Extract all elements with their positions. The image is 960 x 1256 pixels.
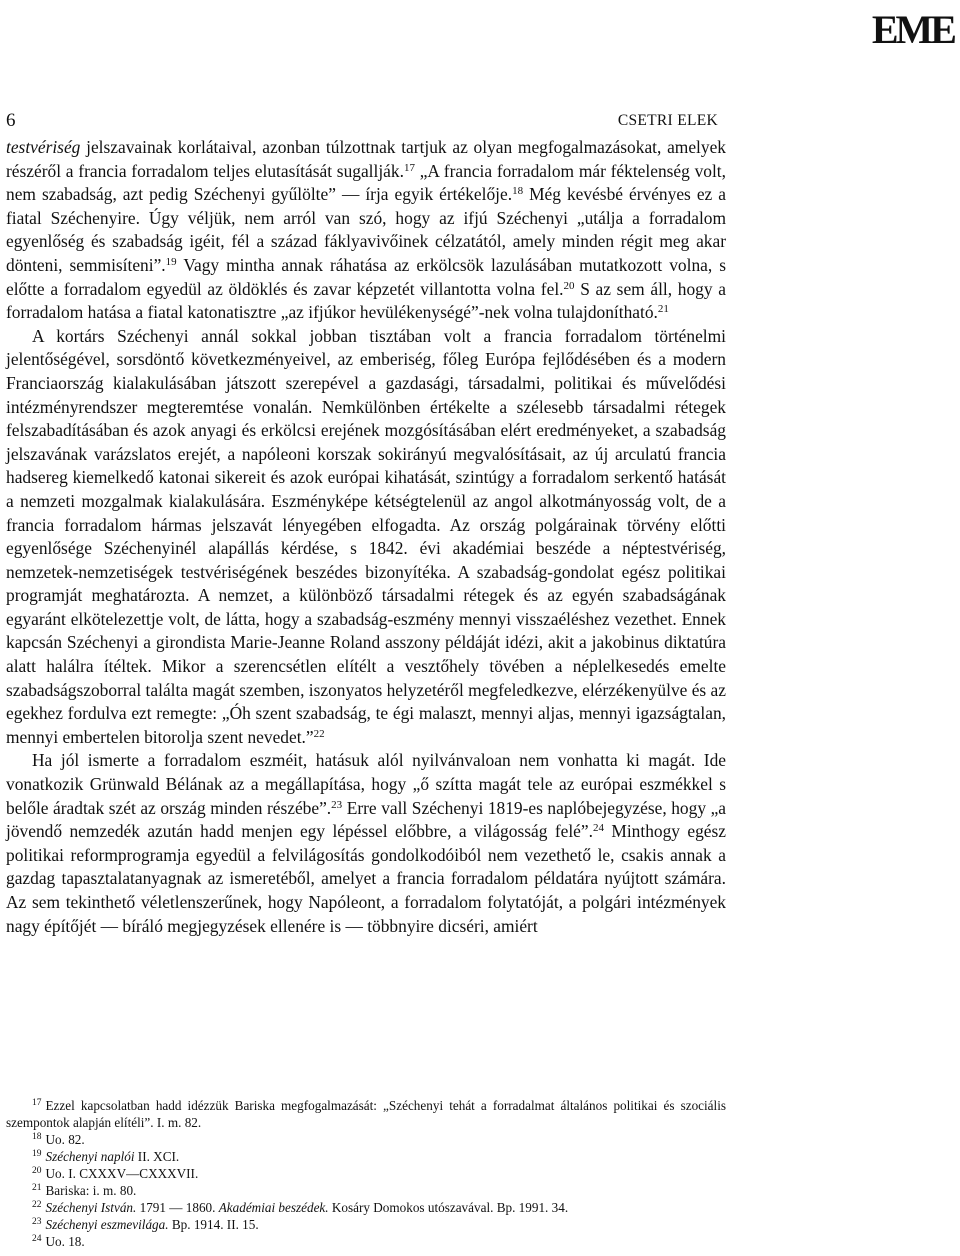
footnote — [6, 1216, 726, 1233]
footnote-title: Széchenyi naplói — [45, 1149, 135, 1164]
footnote-title: Akadémiai beszédek. — [218, 1200, 329, 1215]
footnote — [6, 1097, 726, 1131]
body-text — [6, 136, 726, 938]
footnote-text: Uo. 82. — [45, 1132, 85, 1147]
footnote-text: Kosáry Domokos utószavával. Bp. 1991. 34. — [328, 1200, 569, 1215]
footnote-text: 1791 — 1860. — [136, 1200, 219, 1215]
running-header-author: CSETRI ELEK — [617, 112, 718, 129]
footnote-ref[interactable]: 24 — [592, 822, 604, 835]
footnote-number: 21 — [32, 1183, 42, 1193]
footnote — [6, 1165, 726, 1182]
footnote — [6, 1199, 726, 1216]
text-run: „A francia forradalom már féktelenség volt, nem szabadság, azt pedig Széchenyi gyűlölte” — írja egyik értékelője. — [6, 160, 726, 205]
footnote-number: 22 — [32, 1200, 42, 1210]
footnote-ref[interactable]: 20 — [563, 279, 575, 292]
footnote-ref[interactable]: 19 — [165, 255, 177, 268]
footnote-ref[interactable]: 22 — [313, 727, 325, 740]
footnote-number: 18 — [32, 1132, 42, 1142]
footnote — [6, 1182, 726, 1199]
footnote-ref[interactable]: 23 — [331, 798, 343, 811]
text-run: S az sem áll, hogy a forradalom hatása a fiatal katonatisztre „az ifjúkor hevülékenységé”-nek volna tulajdonítható. — [6, 278, 726, 323]
page-number: 6 — [6, 110, 16, 131]
footnote-number: 20 — [32, 1166, 42, 1176]
footnote-text: Bariska: i. m. 80. — [45, 1183, 137, 1198]
paragraph-1 — [6, 136, 726, 325]
text-run: Még kevésbé érvényes ez a fiatal Széchenyire. Úgy véljük, nem arról van szó, hogy az ifjú Széchenyi „utálja a forradalom egyenlőség és szabadság igéit, fél a század fáklyavivőinek célzatától, amely minden régit meg akar dönteni, semmisíteni”. — [6, 184, 726, 275]
footnote-text: II. XCI. — [134, 1149, 180, 1164]
paragraph-3 — [6, 749, 726, 938]
footnote-title: Széchenyi István. — [45, 1200, 137, 1215]
footnote-text: Ezzel kapcsolatban hadd idézzük Bariska megfogalmazását: „Széchenyi tehát a forradalmat általános politikai és szociális szempontok alapján elítéli”. I. m. 82. — [6, 1098, 726, 1130]
text-run: Minthogy egész politikai reformprogramja egyedül a felvilágosítás gondolkodóiból nem vezethető le, csakis annak a gazdag tapasztalatanyagnak az ismeretéből, amelyet a francia forradalom példatára nyújtott számára. Az sem tekinthető véletlenszerűnek, hogy Napóleont, a forradalom folytatóját, a polgári intézmények nagy építőjét — bíráló megjegyzések ellenére is — többnyire dicséri, amiért — [6, 821, 727, 936]
footnote-text: Uo. I. CXXXV—CXXXVII. — [45, 1166, 199, 1181]
footnote-title: Széchenyi eszmevilága. — [45, 1217, 169, 1232]
paragraph-2 — [6, 325, 726, 750]
italic-term: testvériség — [6, 137, 81, 157]
publisher-logo: EME — [871, 7, 954, 52]
footnote-text: Bp. 1914. II. 15. — [168, 1217, 259, 1232]
text-run: Vagy mintha annak ráhatása az erkölcsök lazulásában mutatkozott volna, s előtte a forradalom egyedül az öldöklés és zavar képzetét villantotta volna fel. — [6, 254, 727, 299]
text-run: Erre vall Széchenyi 1819-es naplóbejegyzése, hogy „a jövendő nemzedék azután hadd menjen egy lépéssel előbbre, a világosság felé”. — [6, 797, 727, 842]
footnotes — [6, 1097, 726, 1250]
footnote-ref[interactable]: 18 — [512, 185, 524, 198]
footnote-ref[interactable]: 21 — [657, 303, 669, 316]
footnote-number: 19 — [32, 1149, 42, 1159]
footnote — [6, 1233, 726, 1250]
text-run: jelszavainak korlátaival, azonban túlzottnak tartjuk az olyan megfogalmazásokat, amelyek részéről a francia forradalom teljes elutasítását sugallják. — [6, 137, 726, 181]
footnote — [6, 1131, 726, 1148]
footnote-number: 24 — [32, 1234, 42, 1244]
footnote-text: Uo. 18. — [45, 1234, 85, 1249]
running-header — [6, 110, 718, 134]
footnote-ref[interactable]: 17 — [403, 161, 415, 174]
footnote-number: 17 — [32, 1098, 42, 1108]
text-run: A kortárs Széchenyi annál sokkal jobban tisztában volt a francia forradalom történelmi jelentőségével, sorsdöntő következményeivel, az emberiség, főleg Európa fejlődésében és a modern Franciaország kialakulásában játszott szerepével a gazdasági, társadalmi, politikai és művelődési intézményrendszer megteremtése vonalán. Nemkülönben értékelte a szélesebb társadalmi rétegek felszabadításában és azok anyagi és erkölcsi erejének mozgósításában elért eredményeket, a szabadság jelszavának varázslatos erejét, a napóleoni korszak sokirányú megvalósításait, az új arculatú francia hadsereg kiemelkedő katonai sikereit és azok európai kihatását, szintúgy a forradalom serkentő hatását a nemzeti mozgalmak kialakulására. Eszményképe kétségtelenül az angol alkotmányosság volt, de a francia forradalom hármas jelszavát lényegében elfogadta. Az ország polgárainak törvény előtti egyenlősége Széchenyinél alapállás kérdése, s 1842. évi akadémiai beszéde a néptestvériség, nemzetek-nemzetiségek testvériségének beszédes bizonyítéka. A szabadság-gondolat egész politikai programját meghatározta. A nemzet, a különböző társadalmi rétegek és az egyén szabadságának egyaránt elkötelezettje volt, de látta, hogy a szabadság-eszmény mennyi visszaéléshez vezethet. Ennek kapcsán Széchenyi a girondista Marie-Jeanne Roland asszony példáját idézi, akit a jakobinus diktatúra alatt halálra ítéltek. Mikor a szerencsétlen elítélt a vesztőhely tövében a néplelkesedés emelte szabadságszoborral találta magát szemben, iszonyatos helyzetéről megfeledkezve, elérzékenyülve és az egekhez fordulva ezt remegte: „Óh szent szabadság, te égi malaszt, mennyi aljas, mennyi igazságtalan, mennyi embertelen bitorolja szent nevedet.” — [6, 325, 726, 747]
footnote — [6, 1148, 726, 1165]
footnote-number: 23 — [32, 1217, 42, 1227]
text-run: Ha jól ismerte a forradalom eszméit, hatásuk alól nyilvánvaloan nem vonhatta ki magát. Ide vonatkozik Grünwald Bélának az a megállapítása, hogy „ő szítta magát tele az európai eszmékkel s belőle áradtak szét az ország minden részébe”. — [6, 750, 726, 818]
